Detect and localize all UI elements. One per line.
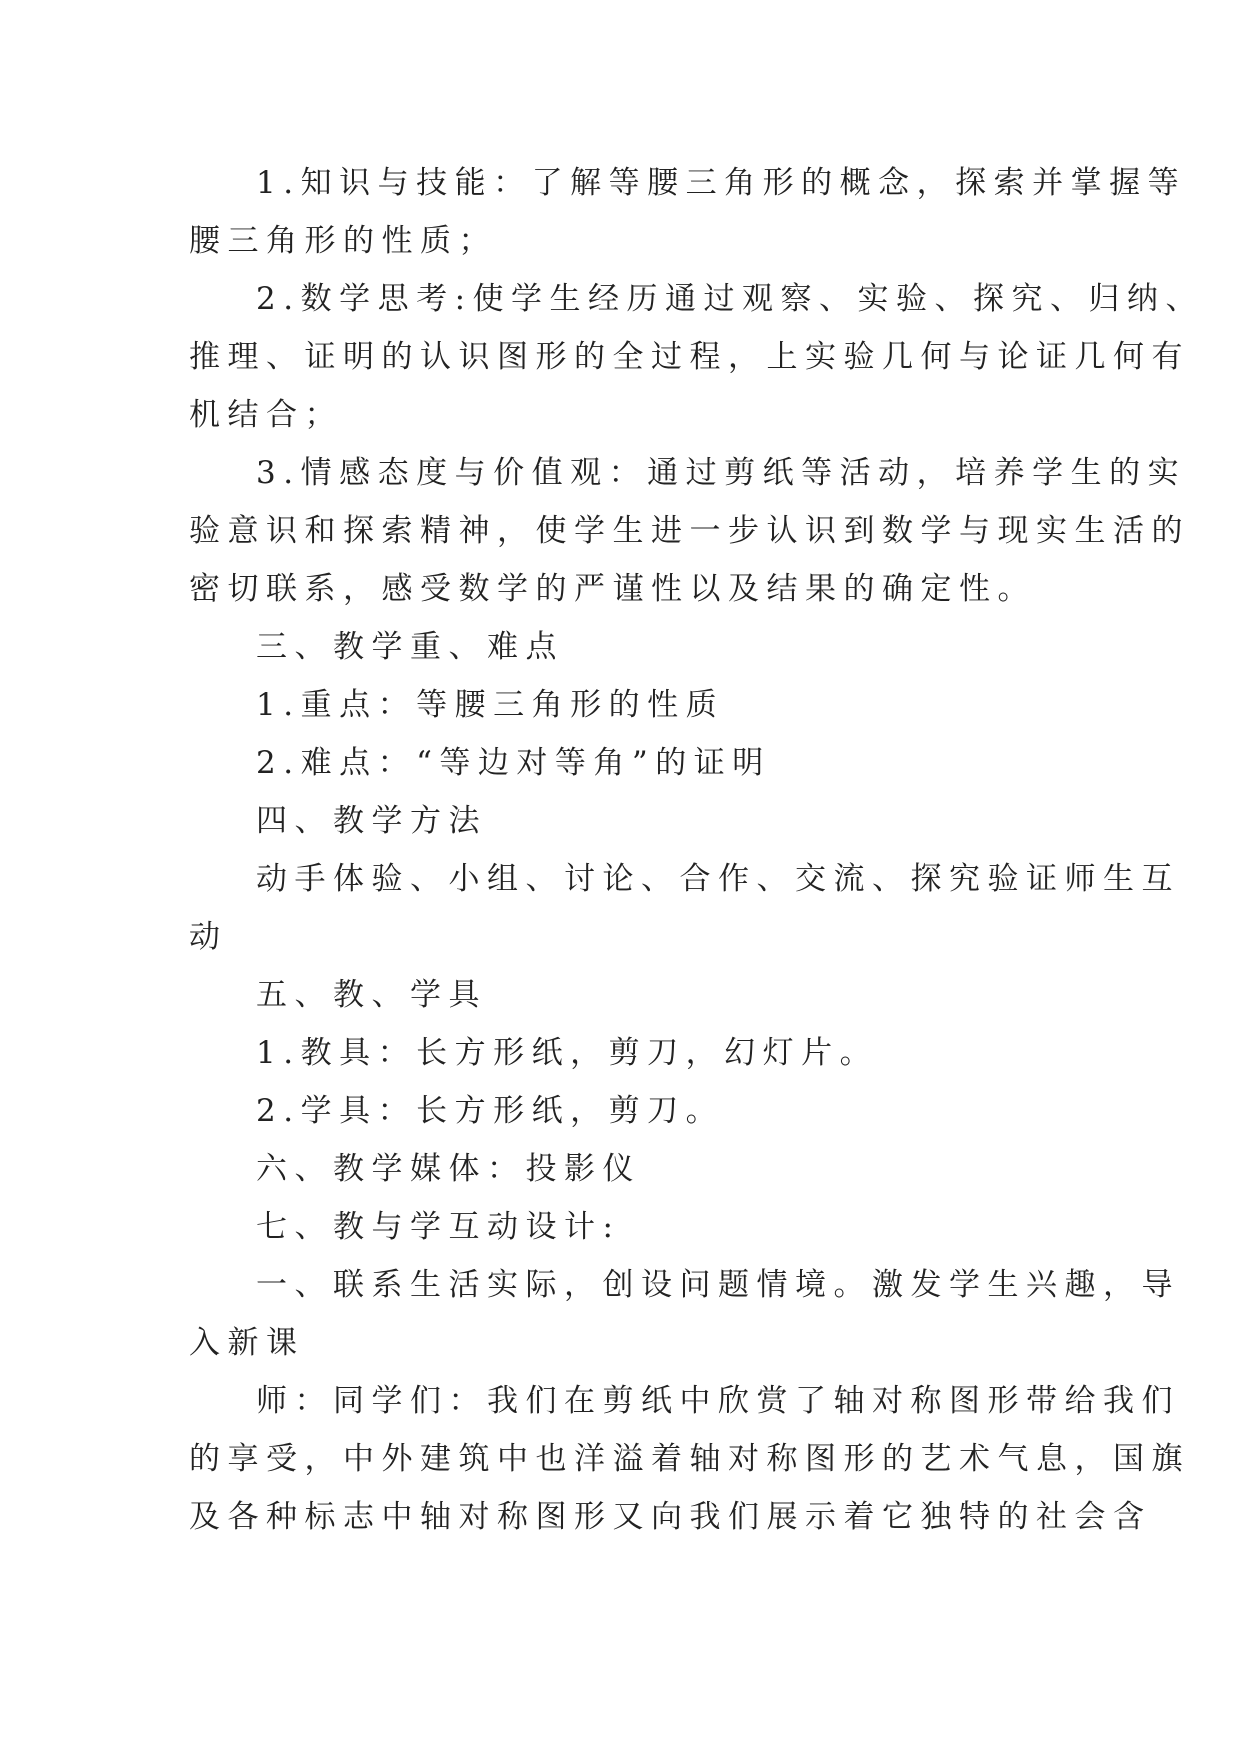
text-line-4: 推理、证明的认识图形的全过程，上实验几何与论证几何有 xyxy=(189,339,1190,375)
text-line-21: 入新课 xyxy=(189,1325,305,1361)
text-line-16: 1.教具：长方形纸，剪刀，幻灯片。 xyxy=(256,1035,879,1071)
section-heading-3: 三、教学重、难点 xyxy=(256,629,564,665)
text-line-20: 一、联系生活实际，创设问题情境。激发学生兴趣，导 xyxy=(256,1267,1180,1303)
text-line-6: 3.情感态度与价值观：通过剪纸等活动，培养学生的实 xyxy=(256,455,1187,491)
section-heading-4: 四、教学方法 xyxy=(256,803,487,839)
text-line-10: 1.重点：等腰三角形的性质 xyxy=(256,687,725,723)
section-heading-6: 六、教学媒体：投影仪 xyxy=(256,1151,641,1187)
text-line-17: 2.学具：长方形纸，剪刀。 xyxy=(256,1093,725,1129)
text-line-2: 腰三角形的性质； xyxy=(189,223,497,259)
section-heading-7: 七、教与学互动设计: xyxy=(256,1209,621,1245)
text-line-8: 密切联系，感受数学的严谨性以及结果的确定性。 xyxy=(189,571,1036,607)
text-line-1: 1.知识与技能：了解等腰三角形的概念，探索并掌握等 xyxy=(256,165,1187,201)
text-line-14: 动 xyxy=(189,919,228,955)
text-line-3: 2.数学思考:使学生经历通过观察、实验、探究、归纳、 xyxy=(256,281,1205,317)
text-line-5: 机结合； xyxy=(189,397,343,433)
text-line-23: 的享受，中外建筑中也洋溢着轴对称图形的艺术气息，国旗 xyxy=(189,1441,1190,1477)
section-heading-5: 五、教、学具 xyxy=(256,977,487,1013)
text-line-11: 2.难点：“等边对等角”的证明 xyxy=(256,745,771,781)
text-line-7: 验意识和探索精神，使学生进一步认识到数学与现实生活的 xyxy=(189,513,1190,549)
text-line-22: 师：同学们：我们在剪纸中欣赏了轴对称图形带给我们 xyxy=(256,1383,1180,1419)
text-line-24: 及各种标志中轴对称图形又向我们展示着它独特的社会含 xyxy=(189,1499,1152,1535)
text-line-13: 动手体验、小组、讨论、合作、交流、探究验证师生互 xyxy=(256,861,1180,897)
